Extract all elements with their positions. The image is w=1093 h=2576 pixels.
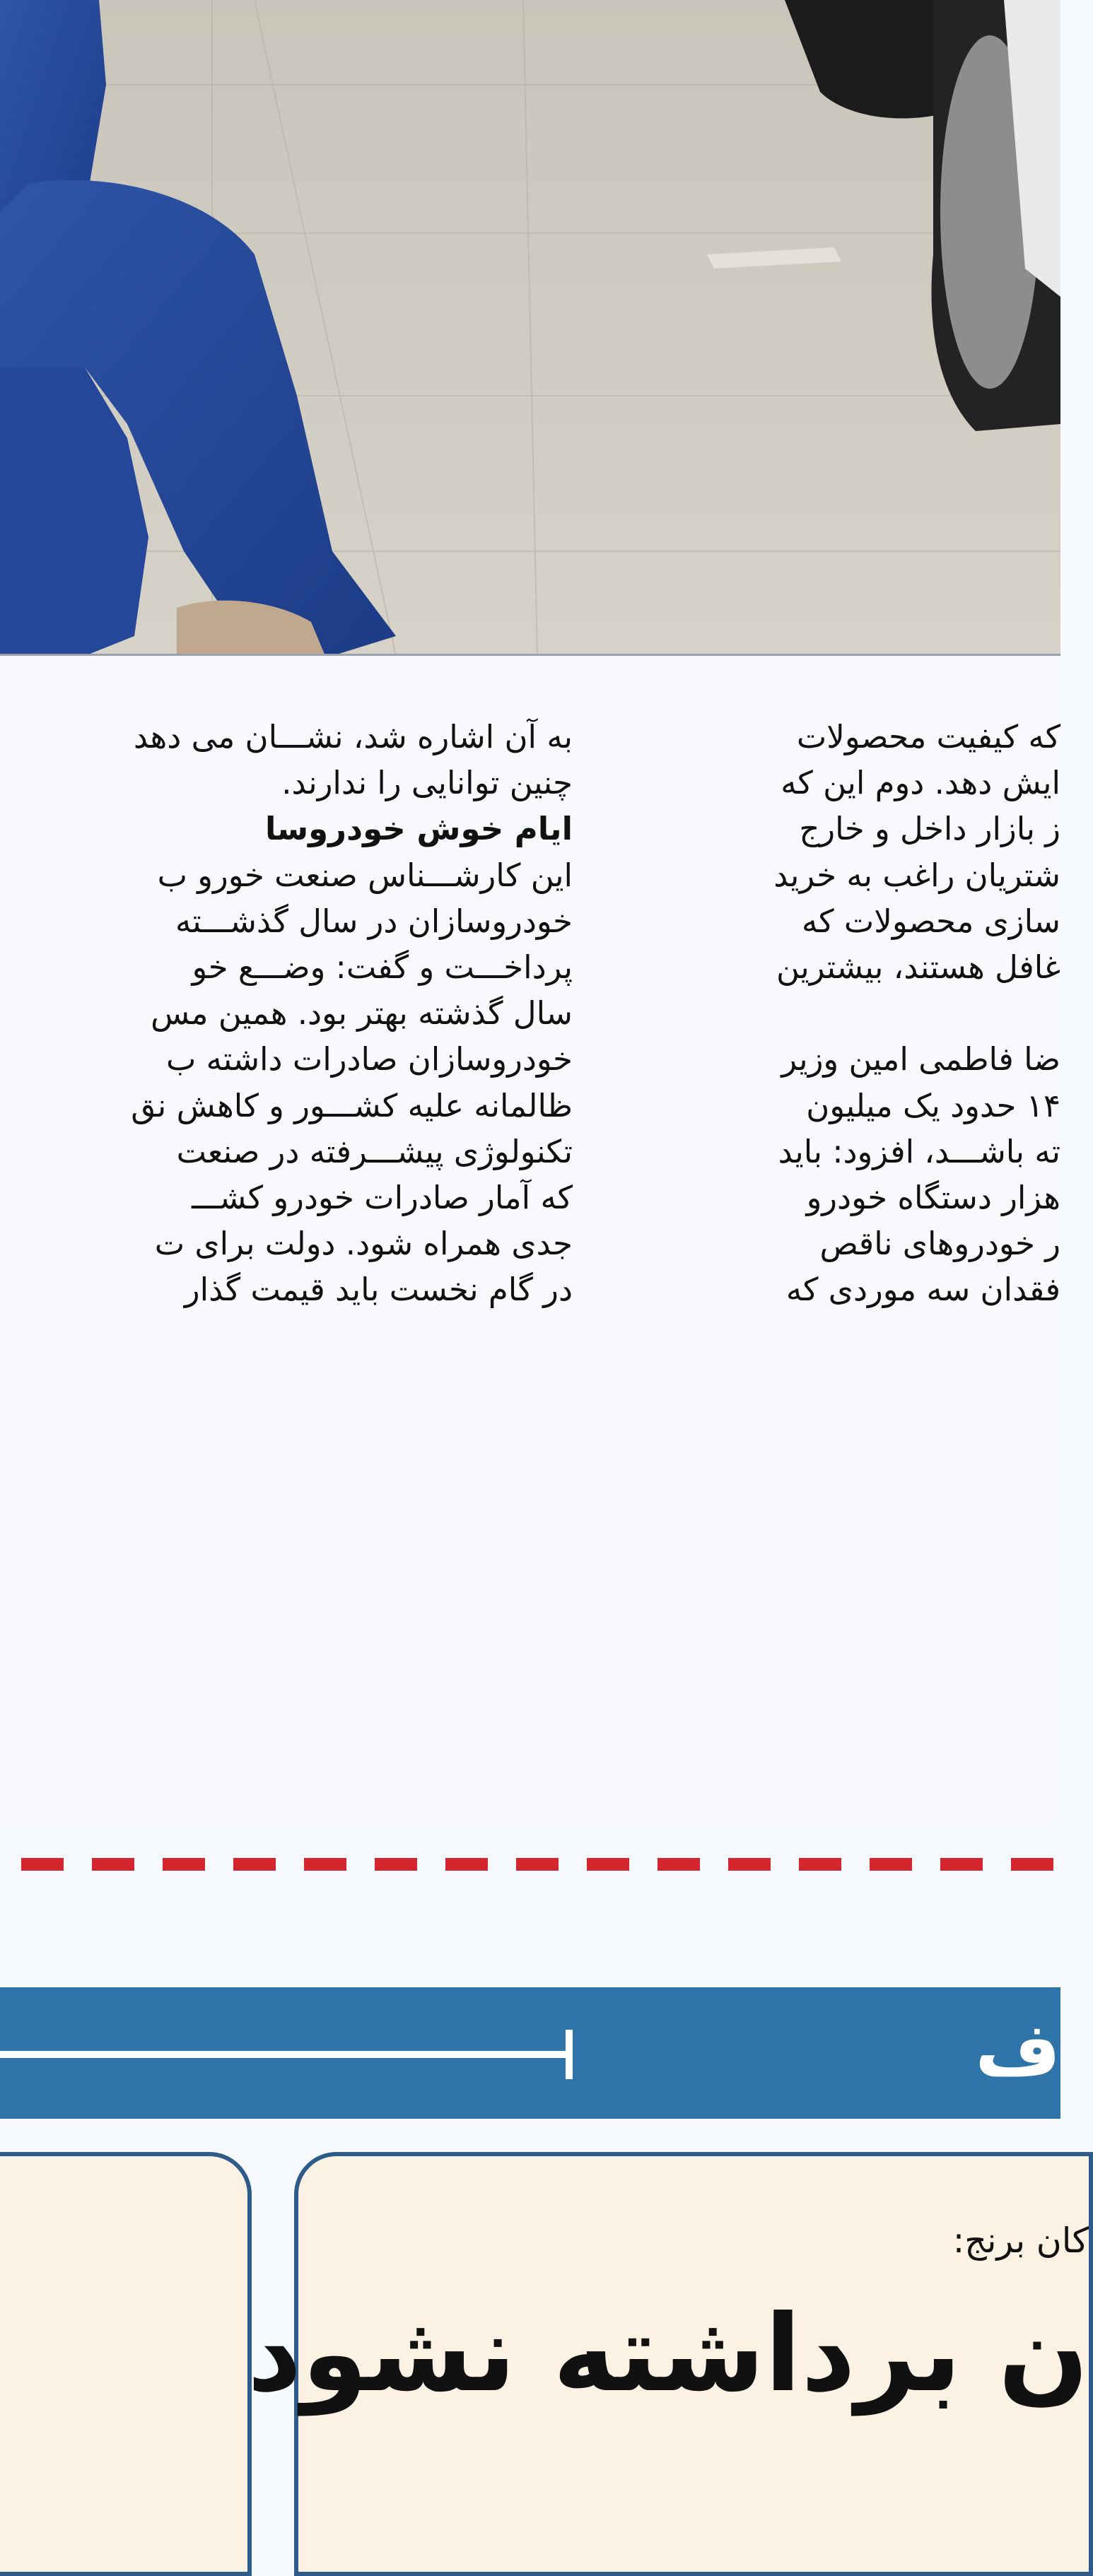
article-line: پرداخـــت و گفت: وضـــع خو xyxy=(192,948,573,986)
article-line: ایش دهد. دوم این که xyxy=(781,764,1060,802)
article-line: ر خودروهای ناقص xyxy=(819,1225,1060,1263)
news-card-left[interactable] xyxy=(0,2152,252,2576)
news-card-right[interactable] xyxy=(247,2152,1093,2576)
article-line: ظالمانه علیه کشـــور و کاهش نق xyxy=(131,1086,573,1124)
card-kicker: کان برنج: xyxy=(952,2221,1089,2261)
article-line: ضا فاطمی امین وزیر xyxy=(781,1040,1060,1078)
article-line: غافل هستند، بیشترین xyxy=(776,948,1060,986)
article-line: چنین توانایی را ندارند. xyxy=(281,764,573,802)
section-title: ف xyxy=(975,2006,1060,2093)
article-column-right xyxy=(672,714,1060,1312)
article-line: فقدان سه موردی که xyxy=(785,1271,1060,1309)
article-line: سازی محصولات که xyxy=(802,902,1060,940)
article-line: ۱۴ حدود یک میلیون xyxy=(806,1086,1060,1124)
article-line: در گام نخست باید قیمت گذار xyxy=(184,1271,573,1309)
article-line: به آن اشاره شد، نشـــان می دهد xyxy=(133,718,573,755)
article-column-left xyxy=(0,714,573,1312)
article-line: خودروسازان در سال گذشـــته xyxy=(175,902,573,940)
card-headline: ن برداشته نشود xyxy=(247,2293,1089,2416)
article-line: خودروسازان صادرات داشته ب xyxy=(165,1040,573,1078)
article-line: ته باشـــد، افزود: باید xyxy=(778,1132,1060,1170)
article-line: این کارشـــناس صنعت خورو ب xyxy=(157,856,573,894)
article-body xyxy=(0,656,1060,1829)
article-photo xyxy=(0,0,1060,656)
article-line: جدی همراه شود. دولت برای ت xyxy=(154,1225,573,1263)
article-line: تکنولوژی پیشـــرفته در صنعت xyxy=(176,1132,573,1170)
car-inspection-photo-icon xyxy=(0,0,1060,656)
article-line: هزار دستگاه خودرو xyxy=(806,1178,1060,1216)
article-line: ز بازار داخل و خارج xyxy=(799,810,1060,848)
band-rule-line xyxy=(0,2030,594,2079)
article-line xyxy=(672,990,1060,1036)
article-line: سال گذشته بهتر بود. همین مس xyxy=(151,994,573,1033)
section-band xyxy=(0,1987,1060,2119)
article-line: که آمار صادرات خودرو کشـــ xyxy=(191,1178,573,1216)
article-line: شتریان راغب به خرید xyxy=(773,856,1060,894)
dashed-separator xyxy=(0,1855,1060,1874)
article-subheading: ایام خوش خودروسا xyxy=(264,810,573,848)
article-line: که کیفیت محصولات xyxy=(796,718,1060,755)
